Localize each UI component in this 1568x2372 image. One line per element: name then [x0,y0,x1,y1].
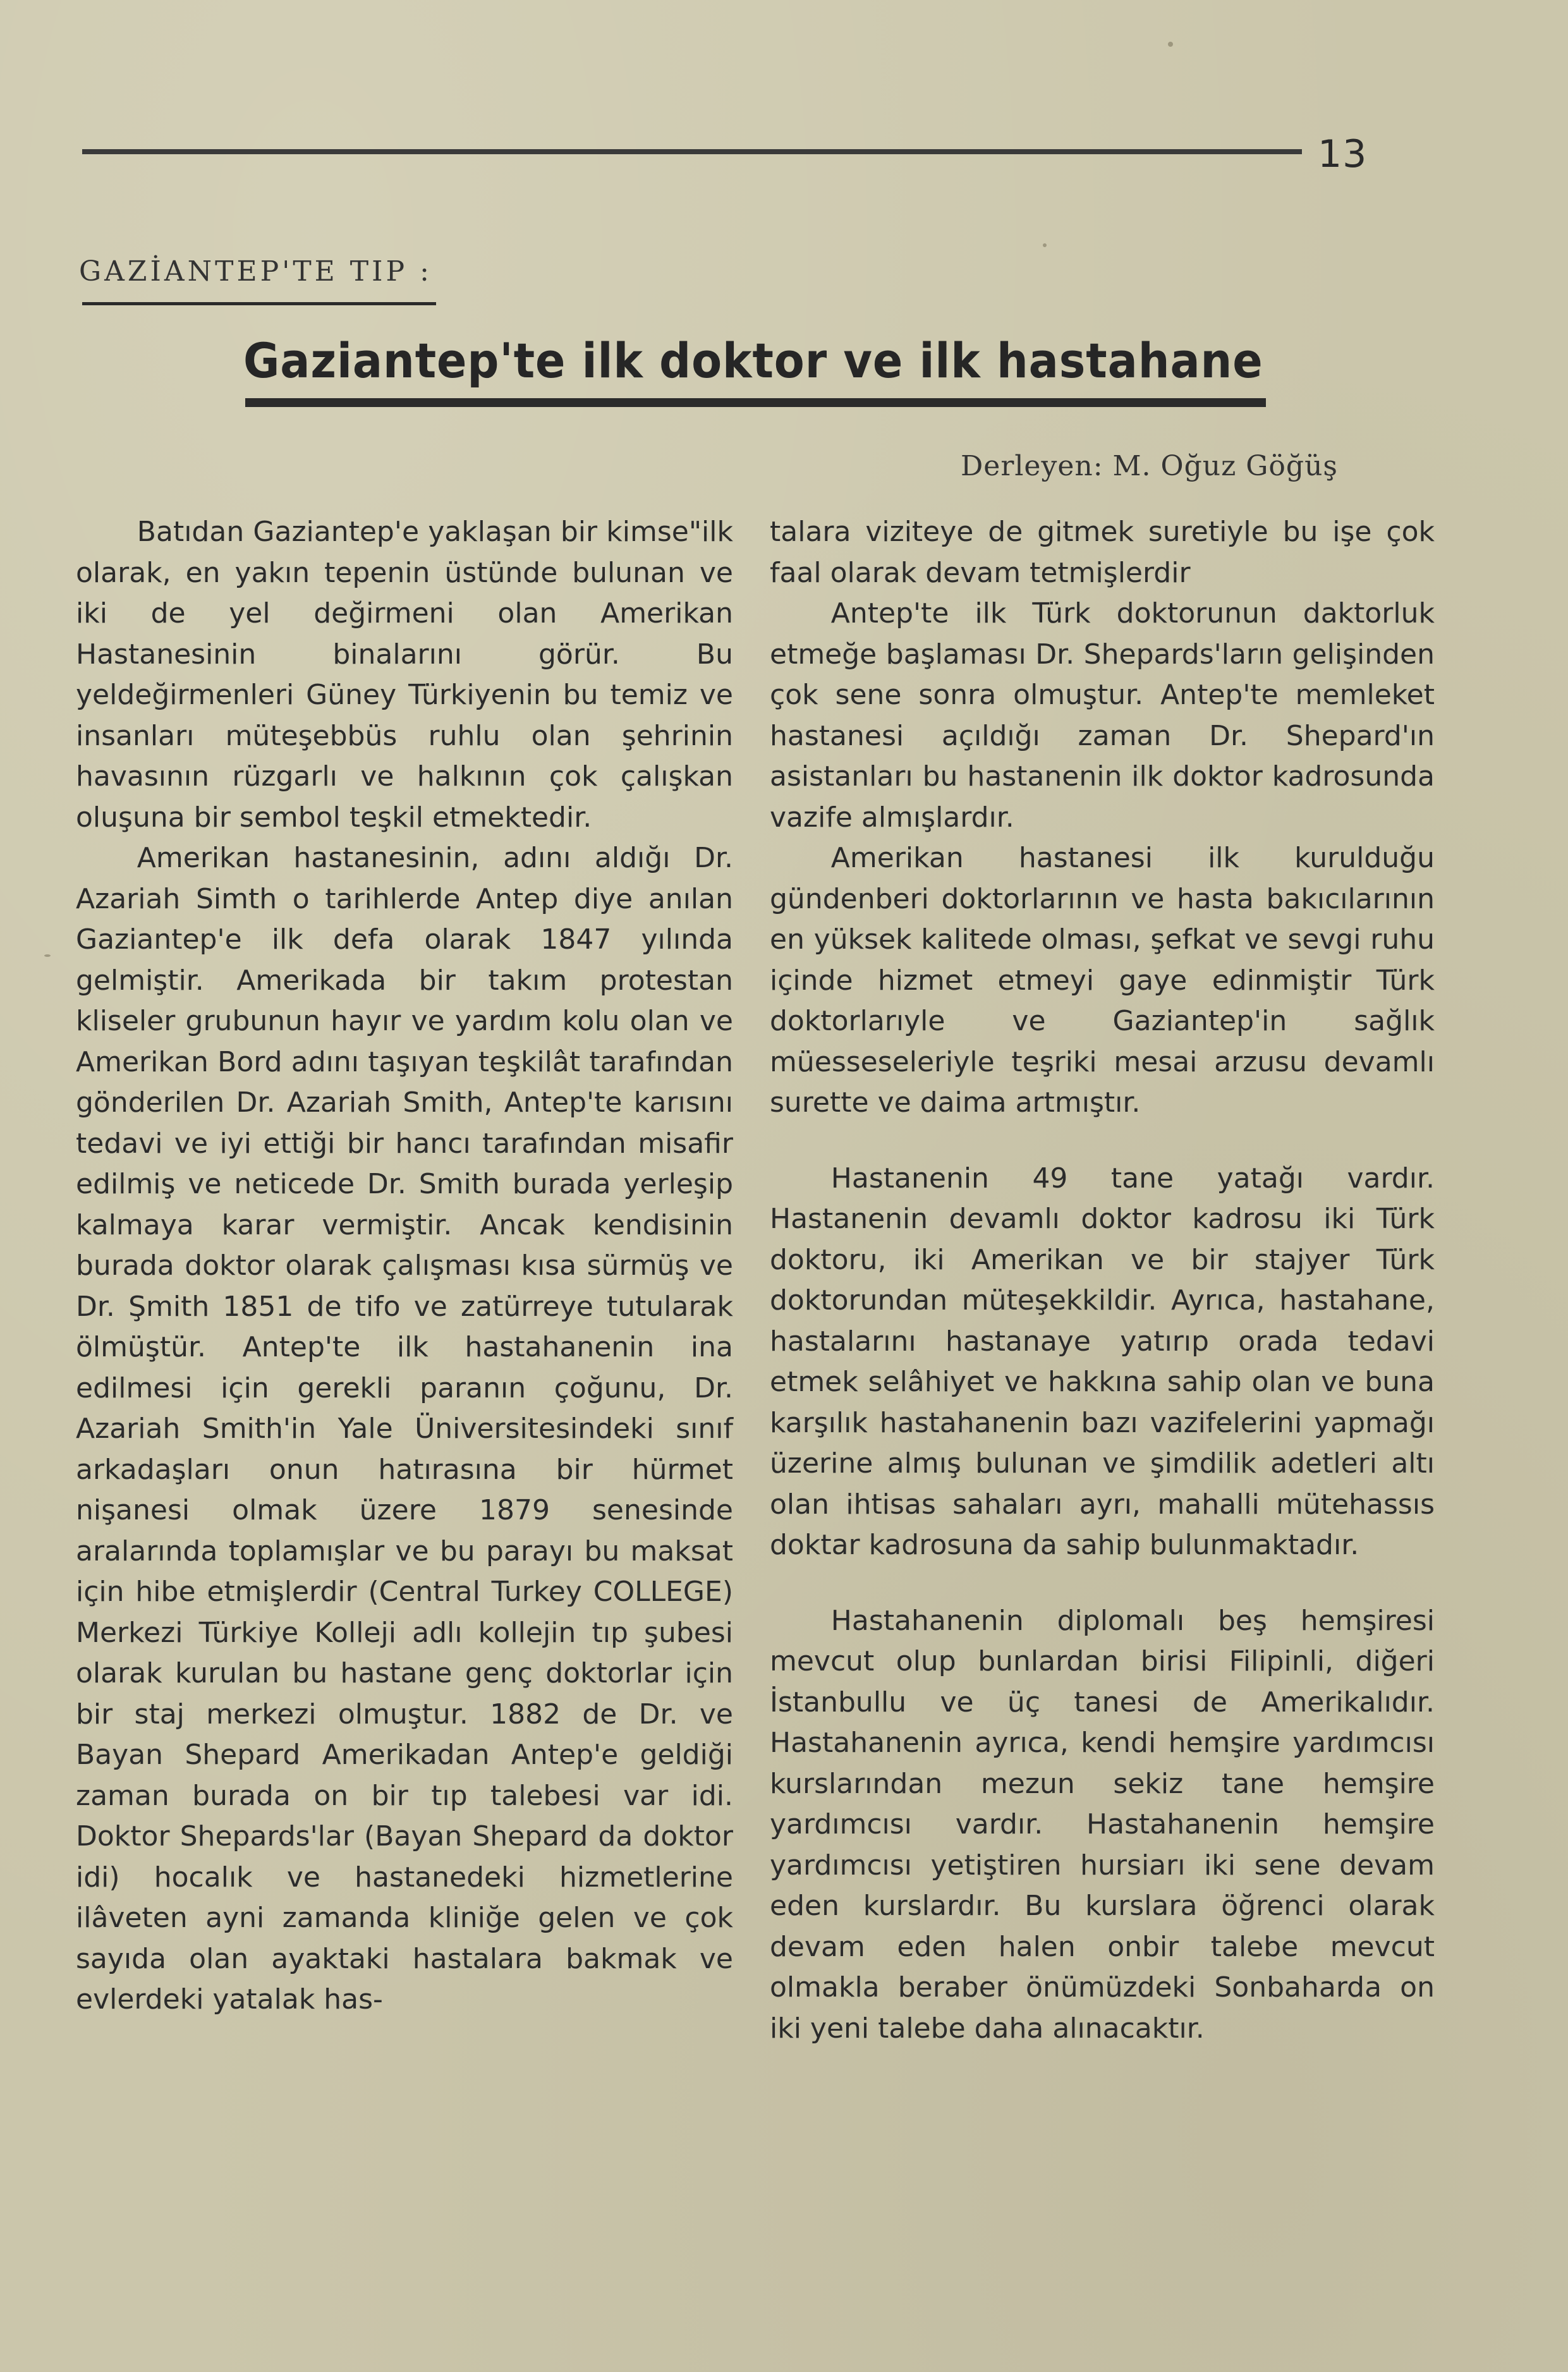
paper-speck [1168,42,1173,47]
paper-speck [44,954,51,957]
section-label: GAZİANTEP'TE TIP : [79,255,432,288]
section-underline [82,302,436,305]
left-column [76,512,733,2021]
paragraph: Hastanenin 49 tane yatağı vardır. Hastanenin devamlı doktor kadrosu iki Türk doktoru, iki Amerikan ve bir stajyer Türk doktorundan müteşekkildir. Ayrıca, hastahane, hastalarını hastanaye yatırıp orada tedavi etmek selâhiyet ve hakkına sahip olan ve buna karşılık hastahanenin bazı vazifelerini yapmağı üzerine almış bulunan ve şimdilik adetleri altı olan ihtisas sahaları ayrı, mahalli mütehassıs doktar kadrosuna da sahip bulunmaktadır. [770,1162,1435,1561]
paragraph: talara viziteye de gitmek suretiyle bu işe çok faal olarak devam tetmişlerdir [770,516,1435,589]
paragraph: Amerikan hastanesi ilk kurulduğu gündenberi doktorlarının ve hasta bakıcılarının en yüksek kalitede olması, şefkat ve sevgi ruhu içinde hizmet etmeyi gaye edinmiştir Türk doktorlarıyle ve Gaziantep'in sağlık müesseseleriyle teşriki mesai arzusu devamlı surette ve daima artmıştır. [770,842,1435,1119]
right-column [770,512,1435,2049]
top-rule [82,149,1302,154]
paragraph: Antep'te ilk Türk doktorunun daktorluk etmeğe başlaması Dr. Shepards'ların gelişinden çok sene sonra olmuştur. Antep'te memleket hastanesi açıldığı zaman Dr. Shepard'ın asistanları bu hastanenin ilk doktor kadrosunda vazife almışlardır. [770,597,1435,834]
paragraph: Hastahanenin diplomalı beş hemşiresi mevcut olup bunlardan birisi Filipinli, diğeri İstanbullu ve üç tanesi de Amerikalıdır. Hastahanenin ayrıca, kendi hemşire yardımcısı kurslarından mezun sekiz tane hemşire yardımcısı vardır. Hastahanenin hemşire yardımcısı yetiştiren hursiarı iki sene devam eden kurslardır. Bu kurslara öğrenci olarak devam eden halen onbir talebe mevcut olmakla beraber önümüzdeki Sonbaharda on iki yeni talebe daha alınacaktır. [770,1604,1435,2045]
paper-speck [1043,243,1047,247]
page-number: 13 [1318,132,1368,176]
article-title: Gaziantep'te ilk doktor ve ilk hastahane [243,332,1263,389]
byline: Derleyen: M. Oğuz Göğüş [961,450,1338,482]
paragraph: Amerikan hastanesinin, adını aldığı Dr. Azariah Simth o tarihlerde Antep diye anılan Gaziantep'e ilk defa olarak 1847 yılında gelmiştir. Amerikada bir takım protestan kliseler grubunun hayır ve yardım kolu olan ve Amerikan Bord adını taşıyan teşkilât tarafından gönderilen Dr. Azariah Smith, Antep'te karısını tedavi ve iyi ettiği bir hancı tarafından misafir edilmiş ve neticede Dr. Smith burada yerleşip kalmaya karar vermiştir. Ancak kendisinin burada doktor olarak çalışması kısa sürmüş ve Dr. Şmith 1851 de tifo ve zatürreye tutularak ölmüştür. Antep'te ilk hastahanenin ina edilmesi için gerekli paranın çoğunu, Dr. Azariah Smith'in Yale Üniversitesindeki sınıf arkadaşları onun hatırasına bir hürmet nişanesi olmak üzere 1879 senesinde aralarında toplamışlar ve bu parayı bu maksat için hibe etmişlerdir (Central Turkey COLLEGE) Merkezi Türkiye Kolleji adlı kollejin tıp şubesi olarak kurulan bu hastane genç doktorlar için bir staj merkezi olmuştur. 1882 de Dr. ve Bayan Shepard Amerikadan Antep'e geldiği zaman burada on bir tıp talebesi var idi. Doktor Shepards'lar (Bayan Shepard da doktor idi) hocalık ve hastanedeki hizmetlerine ilâveten ayni zamanda kliniğe gelen ve çok sayıda olan ayaktaki hastalara bakmak ve evlerdeki yatalak has- [76,842,733,2016]
title-rule [245,398,1266,407]
paragraph: Batıdan Gaziantep'e yaklaşan bir kimse"ilk olarak, en yakın tepenin üstünde bulunan ve iki de yel değirmeni olan Amerikan Hastanesinin binalarını görür. Bu yeldeğirmenleri Güney Türkiyenin bu temiz ve insanları müteşebbüs ruhlu olan şehrinin havasının rüzgarlı ve halkının çok çalışkan oluşuna bir sembol teşkil etmektedir. [76,516,733,834]
